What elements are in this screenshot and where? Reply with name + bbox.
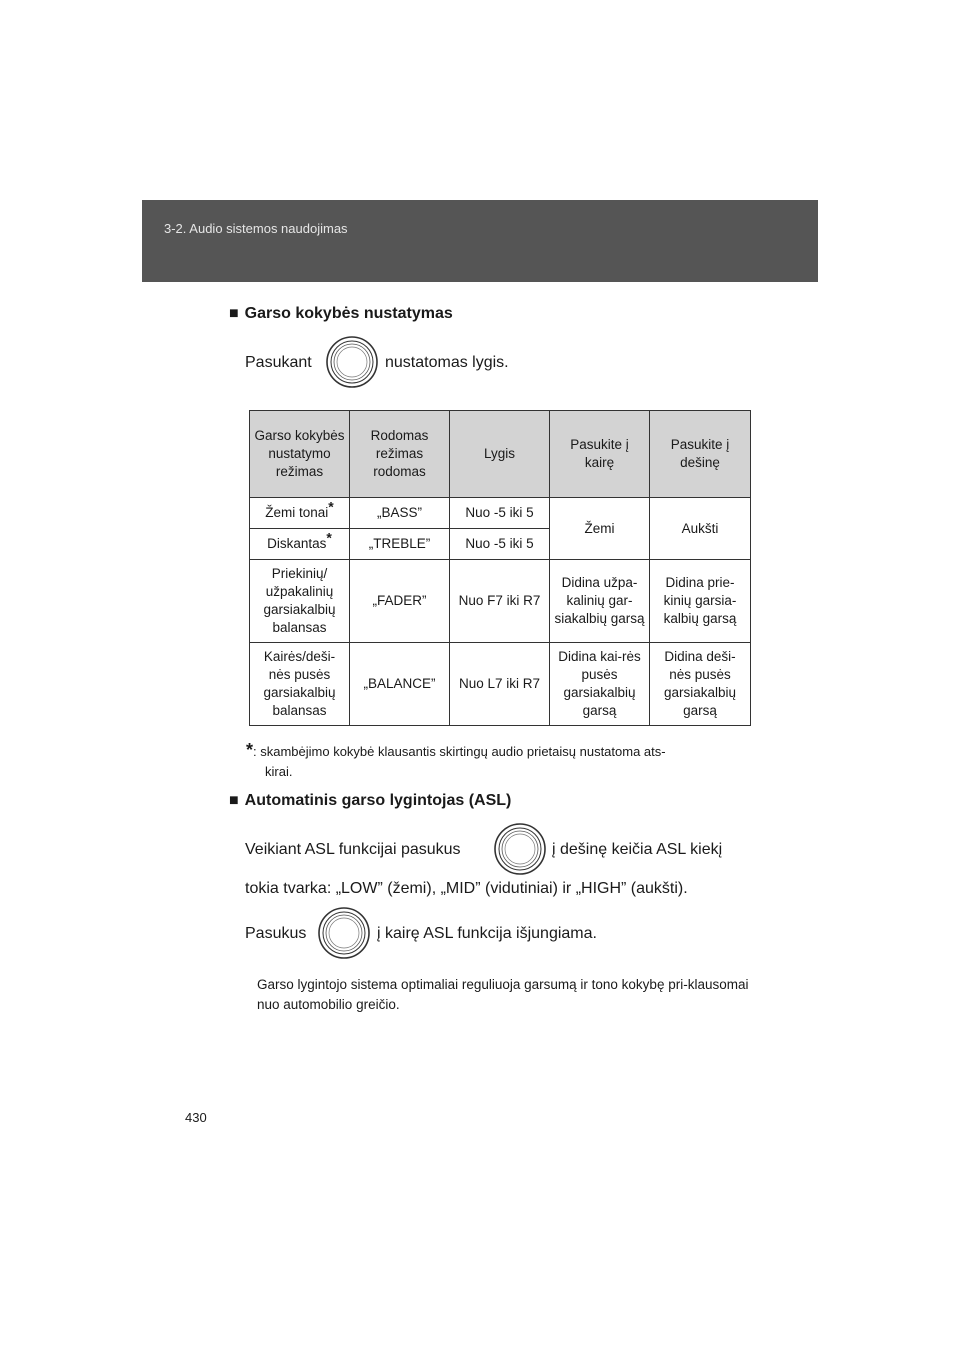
turn-right-cell: Aukšti <box>650 498 751 560</box>
turn-right-cell: Didina prie-kinių garsia-kalbių garsą <box>650 560 751 643</box>
table-header-row <box>250 411 751 498</box>
table-row <box>250 643 751 726</box>
footnote-text-cont: kirai. <box>265 764 293 779</box>
knob-icon <box>317 906 371 960</box>
table-footnote <box>246 740 751 782</box>
column-header: Rodomas režimas rodomas <box>350 411 450 498</box>
table-row <box>250 560 751 643</box>
asterisk-mark: * <box>328 498 334 515</box>
display-cell: „BALANCE” <box>350 643 450 726</box>
asl-note: Garso lygintojo sistema optimaliai reguliuoja garsumą ir tono kokybę pri-klausomai nuo automobilio greičio. <box>257 977 749 1012</box>
mode-cell: Diskantas* <box>250 529 350 560</box>
column-header: Lygis <box>450 411 550 498</box>
display-cell: „FADER” <box>350 560 450 643</box>
asl-line1-before: Veikiant ASL funkcijai pasukus <box>245 841 461 858</box>
footnote-asterisk: * <box>246 740 254 760</box>
table-row <box>250 498 751 529</box>
turn-left-cell: Didina užpa-kalinių gar-siakalbių garsą <box>550 560 650 643</box>
asl-line3-after: į kairę ASL funkcija išjungiama. <box>377 925 597 942</box>
asl-line2: tokia tvarka: „LOW” (žemi), „MID” (vidutiniai) ir „HIGH” (aukšti). <box>245 880 688 897</box>
column-header: Pasukite į kairę <box>550 411 650 498</box>
intro-before: Pasukant <box>245 354 312 371</box>
knob-icon <box>325 335 379 389</box>
display-cell: „TREBLE” <box>350 529 450 560</box>
sound-settings-table <box>249 410 751 726</box>
level-cell: Nuo F7 iki R7 <box>450 560 550 643</box>
intro-after: nustatomas lygis. <box>385 354 509 371</box>
page-number: 430 <box>185 1110 207 1125</box>
asl-line3-before: Pasukus <box>245 925 307 942</box>
column-header: Pasukite į dešinę <box>650 411 751 498</box>
turn-left-cell: Žemi <box>550 498 650 560</box>
asl-line1-after: į dešinę keičia ASL kiekį <box>552 841 723 858</box>
turn-right-cell: Didina deši-nės pusės garsiakalbių garsą <box>650 643 751 726</box>
mode-cell: Priekinių/ užpakalinių garsiakalbių balansas <box>250 560 350 643</box>
section-title-asl: ■ Automatinis garso lygintojas (ASL) <box>229 792 512 809</box>
square-bullet-icon: ■ <box>229 792 239 809</box>
square-bullet-icon: ■ <box>229 305 239 322</box>
level-cell: Nuo L7 iki R7 <box>450 643 550 726</box>
mode-cell: Kairės/deši-nės pusės garsiakalbių balansas <box>250 643 350 726</box>
level-cell: Nuo -5 iki 5 <box>450 498 550 529</box>
section-title-sound-quality: ■ Garso kokybės nustatymas <box>229 305 453 322</box>
header-band <box>142 200 818 282</box>
knob-icon <box>493 822 547 876</box>
footnote-text: : skambėjimo kokybė klausantis skirtingų audio prietaisų nustatoma ats- <box>253 744 666 759</box>
asterisk-mark: * <box>326 529 332 546</box>
section-label: 3-2. Audio sistemos naudojimas <box>164 221 348 236</box>
column-header: Garso kokybės nustatymo režimas <box>250 411 350 498</box>
display-cell: „BASS” <box>350 498 450 529</box>
level-cell: Nuo -5 iki 5 <box>450 529 550 560</box>
mode-cell: Žemi tonai* <box>250 498 350 529</box>
turn-left-cell: Didina kai-rės pusės garsiakalbių garsą <box>550 643 650 726</box>
